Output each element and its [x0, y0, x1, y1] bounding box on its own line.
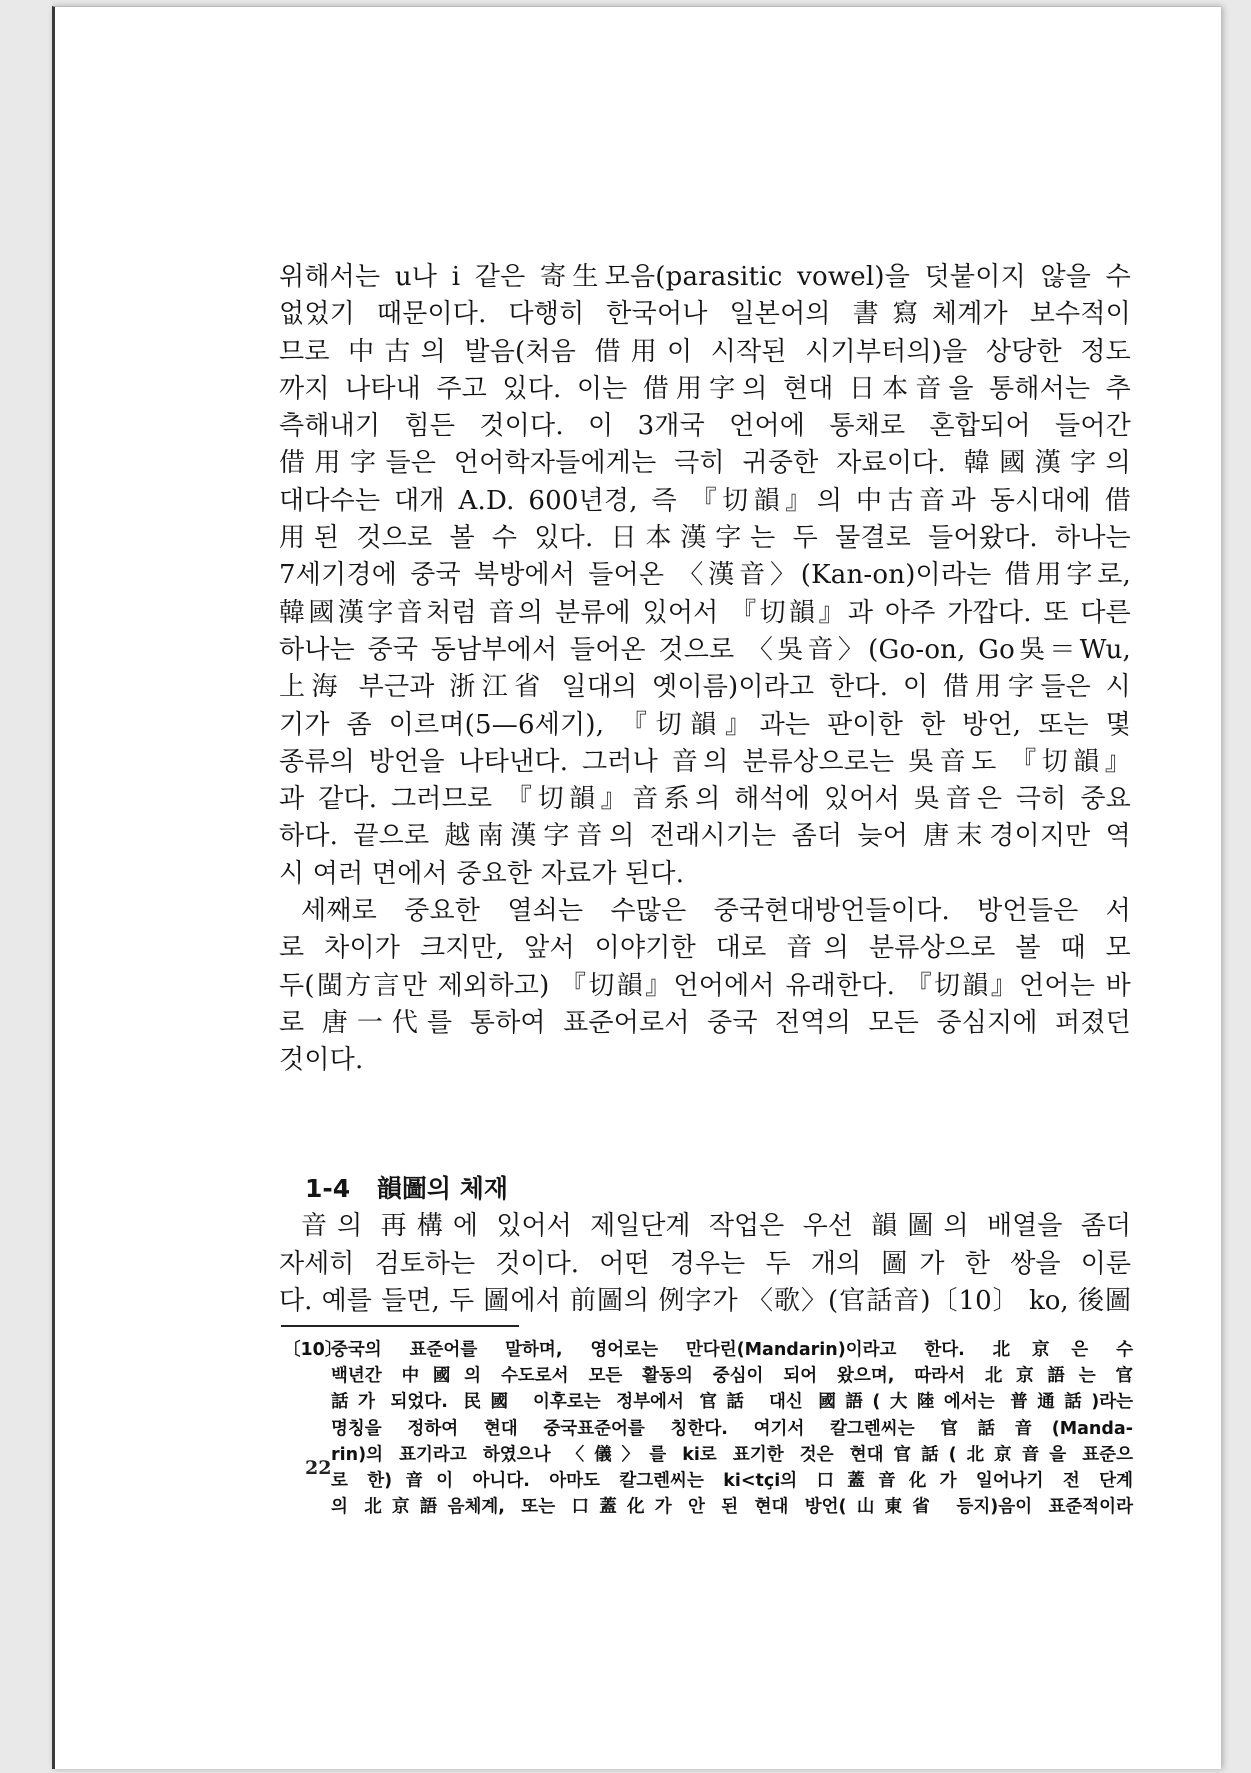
text-line: 7세기경에 중국 북방에서 들어온 〈漢音〉(Kan-on)이라는 借用字로,: [279, 560, 1131, 591]
text-line: 기가 좀 이르며(5—6세기), 『切韻』과는 판이한 한 방언, 또는 몇: [279, 709, 1131, 740]
text-line: 대다수는 대개 A.D. 600년경, 즉 『切韻』의 中古音과 동시대에 借: [279, 485, 1131, 516]
text-line: 上海 부근과 浙江省 일대의 옛이름)이라고 한다. 이 借用字들은 시: [279, 672, 1131, 703]
footnote-line: 로 한)音이 아니다. 아마도 칼그렌씨는 ki<tçi의 口蓋音化가 일어나기 전 단계: [331, 1471, 1133, 1492]
footnote-divider: [281, 1325, 519, 1327]
text-line: 두(閩方言만 제외하고) 『切韻』언어에서 유래한다. 『切韻』언어는 바: [279, 970, 1131, 1001]
section-body: [279, 1208, 1131, 1321]
section-number: 1-4: [305, 1174, 351, 1203]
footnote-line: rin)의 표기라고 하였으나 〈儀〉를 ki로 표기한 것은 현대官話(北京音을 표준으: [331, 1444, 1133, 1465]
footnote-line: 명칭을 정하여 현대 중국표준어를 칭한다. 여기서 칼그렌씨는 官話音(Manda-: [331, 1418, 1133, 1439]
footnote: [283, 1337, 1133, 1520]
footnote-line: 의 北京語음체계, 또는 口蓋化가 안 된 현대 방언(山東省 등지)음이 표준적이라: [331, 1497, 1133, 1518]
text-line: 다. 예를 들면, 두 圖에서 前圖의 例字가 〈歌〉(官話音)〔10〕 ko, 後圖: [279, 1286, 1131, 1316]
text-line: 하다. 끝으로 越南漢字音의 전래시기는 좀더 늦어 唐末경이지만 역: [279, 821, 1131, 852]
text-line: 用된 것으로 볼 수 있다. 日本漢字는 두 물결로 들어왔다. 하나는: [279, 523, 1131, 554]
text-line: 借用字들은 언어학자들에게는 극히 귀중한 자료이다. 韓國漢字의: [279, 448, 1131, 479]
section-heading: [305, 1169, 508, 1205]
text-line: 까지 나타내 주고 있다. 이는 借用字의 현대 日本音을 통해서는 추: [279, 373, 1131, 404]
text-line: 것이다.: [279, 1045, 364, 1076]
text-line: 하나는 중국 동남부에서 들어온 것으로 〈吳音〉(Go-on, Go吳＝Wu,: [279, 634, 1131, 665]
paragraph-2: [279, 893, 1131, 1079]
text-line: 위해서는 u나 i 같은 寄生모음(parasitic vowel)을 덧붙이지 않을 수: [279, 262, 1131, 292]
text-line: 과 같다. 그러므로 『切韻』音系의 해석에 있어서 吳音은 극히 중요: [279, 784, 1131, 815]
text-line: 므로 中古의 발음(처음 借用이 시작된 시기부터의)을 상당한 정도: [279, 336, 1131, 367]
section-title: 韻圖의 체재: [376, 1174, 509, 1203]
text-line: 측해내기 힘든 것이다. 이 3개국 언어에 통채로 혼합되어 들어간: [279, 411, 1131, 442]
text-line: 로 唐一代를 통하여 표준어로서 중국 전역의 모든 중심지에 퍼졌던: [279, 1007, 1131, 1038]
text-line: 종류의 방언을 나타낸다. 그러나 音의 분류상으로는 吳音도 『切韻』: [279, 746, 1131, 777]
text-line: 로 차이가 크지만, 앞서 이야기한 대로 音의 분류상으로 볼 때 모: [279, 933, 1131, 964]
footnote-text: 중국의 표준어를 말하며, 영어로는 만다린(Mandarin)이라고 한다. 北京은 수: [331, 1340, 1133, 1360]
footnote-line: 話가 되었다. 民國 이후로는 정부에서 官話 대신 國語(大陸에서는 普通話)라는: [331, 1392, 1133, 1413]
footnote-line: [283, 1337, 1133, 1363]
footnote-line: 백년간 中國의 수도로서 모든 활동의 중심이 되어 왔으며, 따라서 北京語는 官: [331, 1366, 1133, 1387]
text-line: 세째로 중요한 열쇠는 수많은 중국현대방언들이다. 방언들은 서: [301, 896, 1131, 927]
text-line: 音의 再構에 있어서 제일단계 작업은 우선 韻圖의 배열을 좀더: [301, 1211, 1131, 1241]
text-line: 없었기 때문이다. 다행히 한국어나 일본어의 書寫체계가 보수적이: [279, 299, 1131, 330]
book-page: [52, 6, 1221, 1769]
page-number: 22: [305, 1457, 332, 1479]
text-line: 韓國漢字音처럼 音의 분류에 있어서 『切韻』과 아주 가깝다. 또 다른: [279, 597, 1131, 628]
paragraph-1: [279, 259, 1131, 893]
text-line: 시 여러 면에서 중요한 자료가 된다.: [279, 858, 685, 889]
footnote-mark: 〔10〕: [283, 1340, 343, 1360]
text-line: 자세히 검토하는 것이다. 어떤 경우는 두 개의 圖가 한 쌍을 이룬: [279, 1248, 1131, 1279]
body-text: [279, 259, 1131, 1080]
